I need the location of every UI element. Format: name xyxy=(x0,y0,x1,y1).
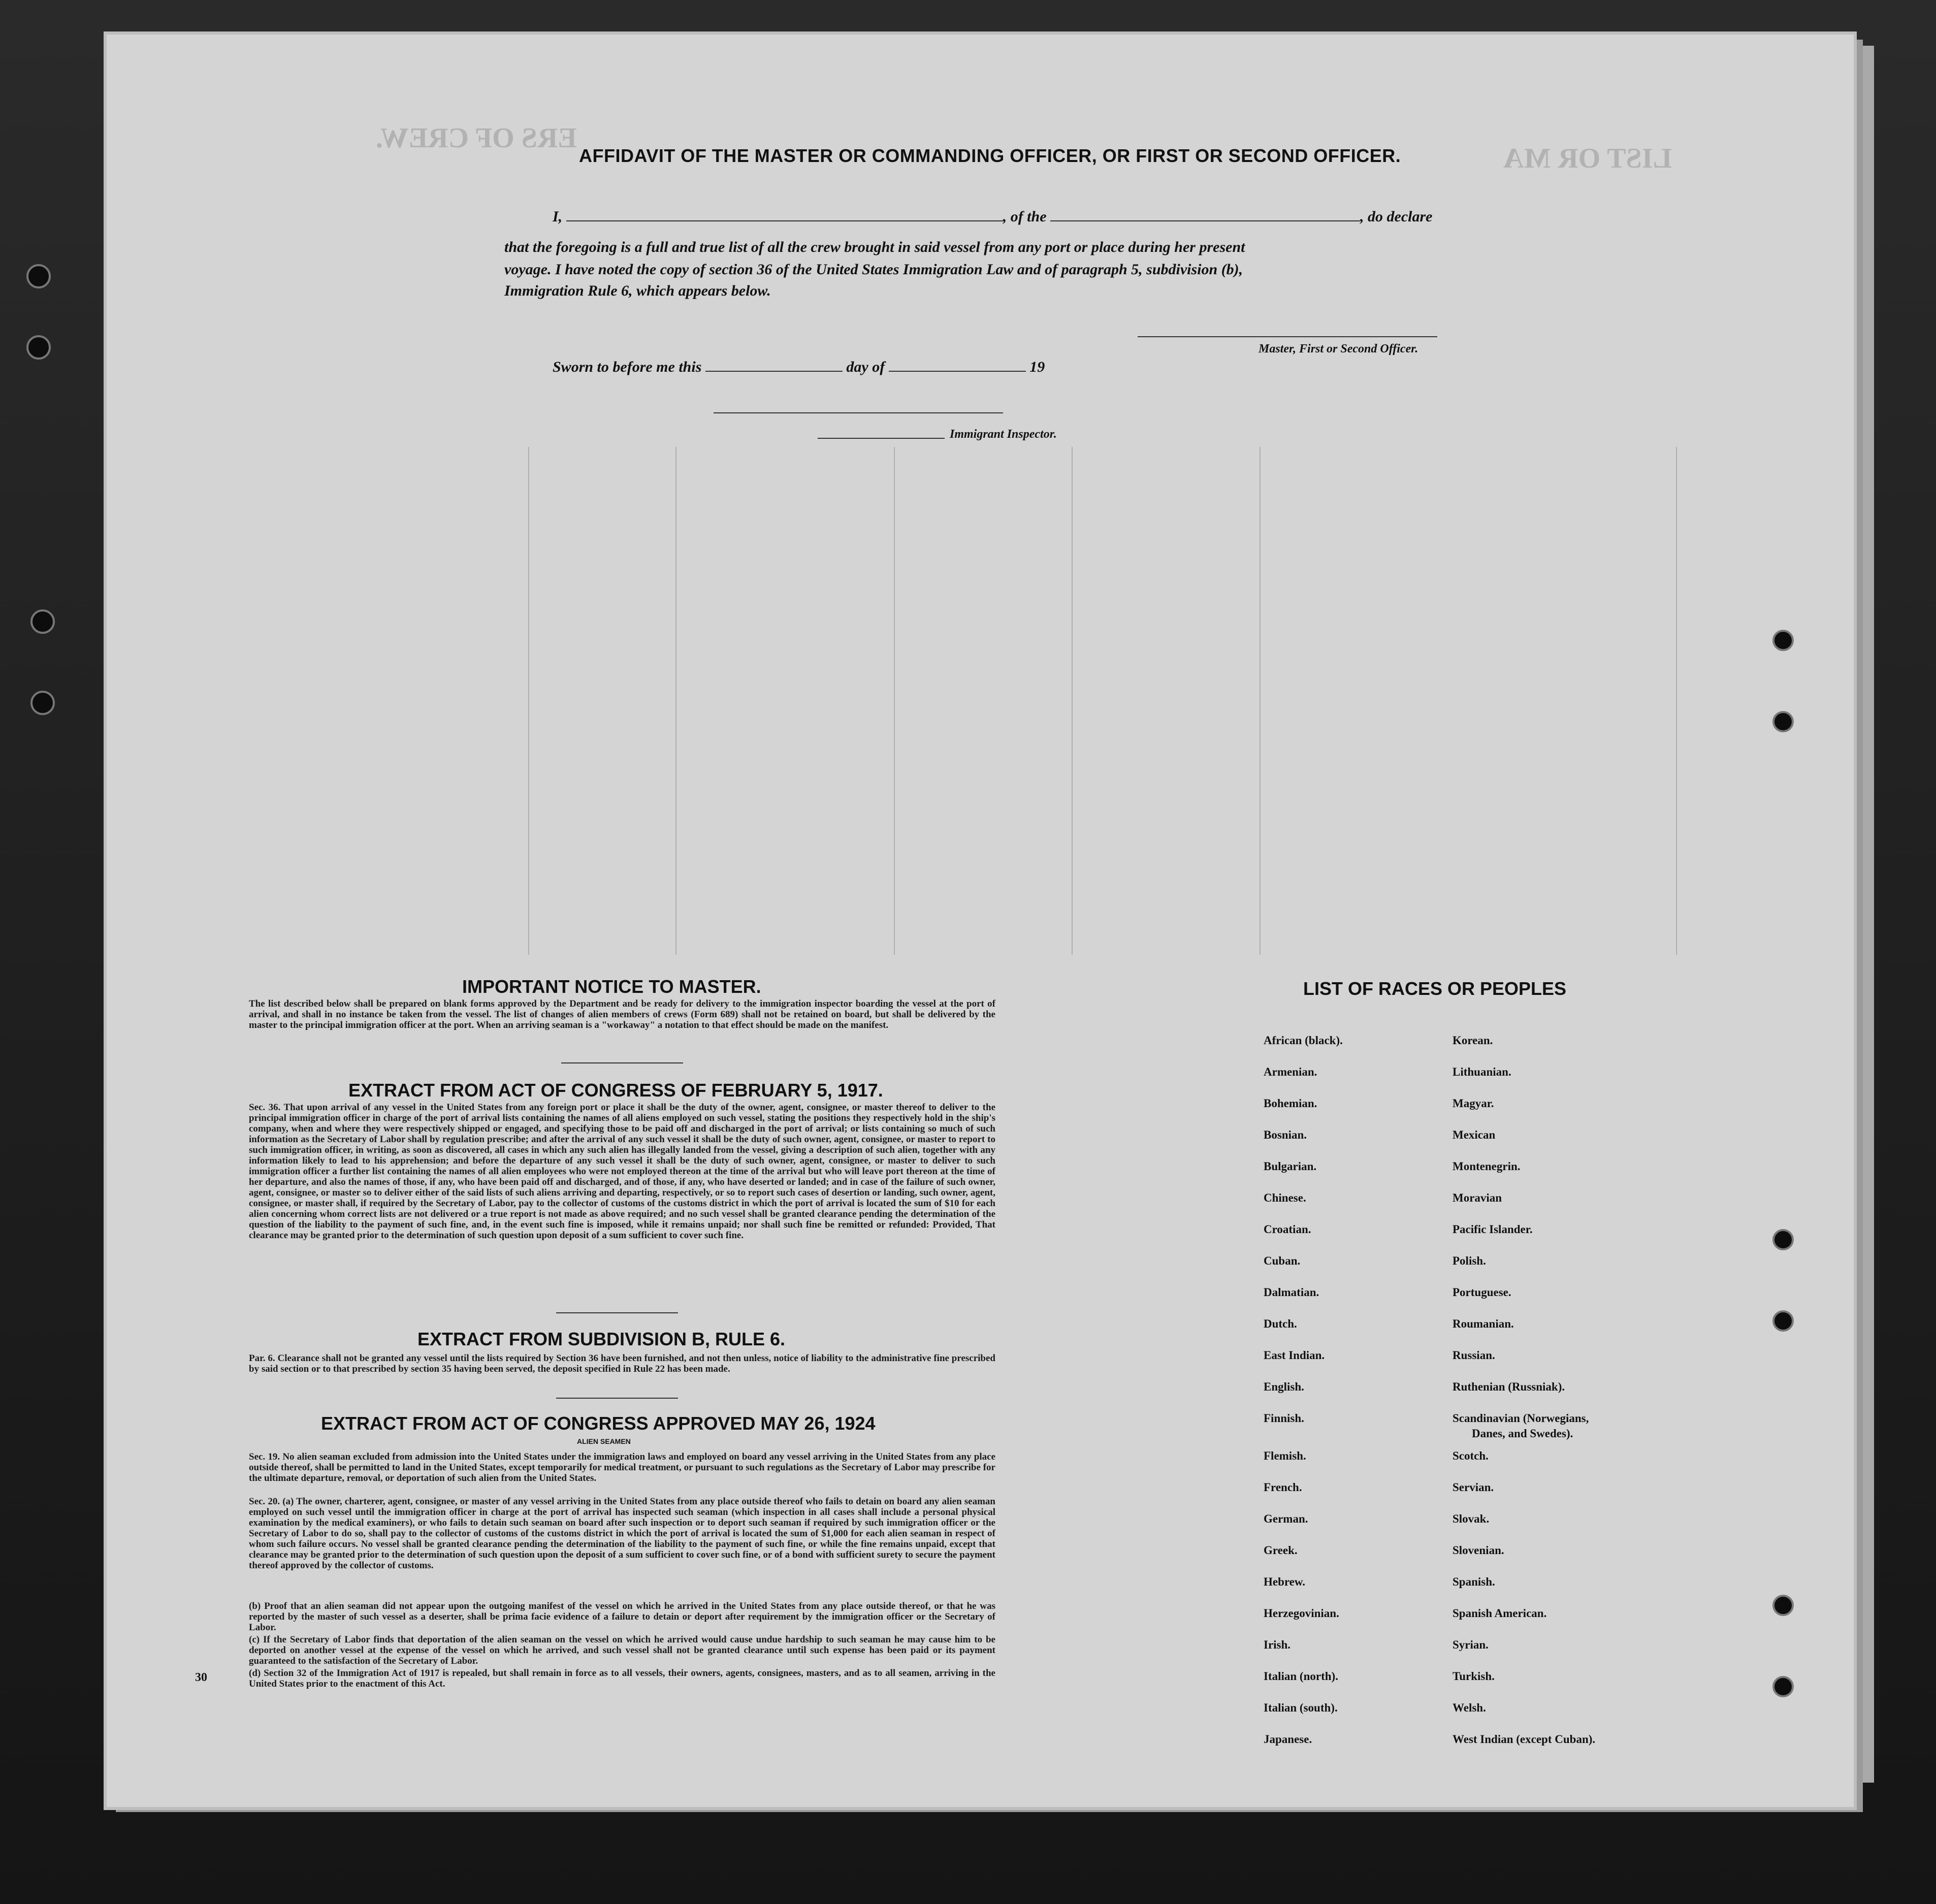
affidavit-of-the: , of the xyxy=(1003,208,1047,225)
race-item: Syrian. xyxy=(1453,1638,1489,1651)
affidavit-line-3: voyage. I have noted the copy of section 36 of the United States Immigration Law and of paragraph 5, subdivision (b), xyxy=(504,261,1243,278)
bleed-through-heading: LIST OR MA xyxy=(1503,143,1672,174)
affidavit-line-2: that the foregoing is a full and true list of all the crew brought in said vessel from any port or place during her present xyxy=(504,239,1245,255)
notice-title: IMPORTANT NOTICE TO MASTER. xyxy=(462,976,761,997)
race-item: African (black). xyxy=(1264,1034,1343,1047)
race-item: Italian (south). xyxy=(1264,1701,1338,1714)
race-item: Armenian. xyxy=(1264,1066,1317,1078)
race-item: West Indian (except Cuban). xyxy=(1453,1733,1596,1746)
page-number: 30 xyxy=(195,1671,207,1684)
punch-hole xyxy=(1772,711,1794,732)
race-item: Slovenian. xyxy=(1453,1544,1504,1557)
sec-20c-text: (c) If the Secretary of Labor finds that deportation of the alien seaman on the vessel on which he arrived would cause undue hardship to such seaman he may cause him to be deported on another vessel at the expense of the vessel on which he arrived, and such vessel shall not be granted clearance until such expense has been paid or its payment guaranteed to the satisfaction of the Secretary of Labor. xyxy=(249,1634,995,1666)
affidavit-line-4: Immigration Rule 6, which appears below. xyxy=(504,282,771,299)
month-blank[interactable] xyxy=(889,359,1026,372)
punch-hole xyxy=(1772,1310,1794,1332)
punch-hole xyxy=(26,335,51,360)
race-item: Bohemian. xyxy=(1264,1097,1317,1110)
extract-1917-text: Sec. 36. That upon arrival of any vessel in the United States from any foreign port or place it shall be the duty of the owner, agent, consignee, or master thereof to deliver to the principal immigration officer in charge of the port of arrival lists containing the names of all aliens employed on such vessel, stating the positions they respectively hold in the ship's company, when and where they were respectively shipped or engaged, and specifying those to be paid off and discharged in the port of arrival; or lists containing so much of such information as the Secretary of Labor shall by regulation prescribe; and after the arrival of any such vessel it shall be the duty of such owner, agent, consignee, or master to report to such immigration officer, in writing, as soon as discovered, all cases in which any such alien has illegally landed from the vessel, giving a description of such alien, together with any information likely to lead to his apprehension; and before the departure of any such vessel it shall be the duty of such owner, agent, consignee, or master to deliver to such immigration officer a further list containing the names of all alien employees who were not employed thereon at the time of the arrival but who will leave port thereon at the time of her departure, and also the names of those, if any, who have been paid off and discharged, and of those, if any, who have deserted or landed; and in case of the failure of such owner, agent, consignee, or master so to deliver either of the said lists of such aliens arriving and departing, respectively, or so to report such cases of desertion or landing, such owner, agent, consignee, or master shall, if required by the Secretary of Labor, pay to the collector of customs of the customs district in which the port of arrival is located the sum of $10 for each alien concerning whom correct lists are not delivered or a true report is not made as above required; and no such vessel shall be granted clearance pending the determination of the question of the liability to the payment of such fine, and, in the event such fine is imposed, while it remains unpaid; nor shall such fine be remitted or refunded: Provided, That clearance may be granted prior to the determination of such question upon deposit of a sum sufficient to cover such fine. xyxy=(249,1102,995,1241)
race-item: Bosnian. xyxy=(1264,1128,1307,1141)
inspector-caption: Immigrant Inspector. xyxy=(950,428,1057,441)
race-item: Scotch. xyxy=(1453,1449,1489,1462)
race-item: Croatian. xyxy=(1264,1223,1311,1236)
race-item: Flemish. xyxy=(1264,1449,1306,1462)
race-item: Finnish. xyxy=(1264,1412,1304,1425)
race-item: German. xyxy=(1264,1512,1308,1525)
race-item: Danes, and Swedes). xyxy=(1472,1427,1573,1440)
sec-20d-text: (d) Section 32 of the Immigration Act of 1917 is repealed, but shall remain in force as to all vessels, their owners, agents, consignees, masters, and as to all seamen, arriving in the United States prior to the enactment of this Act. xyxy=(249,1668,995,1689)
race-item: Ruthenian (Russniak). xyxy=(1453,1380,1565,1393)
ghost-column-line xyxy=(894,447,895,955)
race-item: French. xyxy=(1264,1481,1302,1494)
sec-20a-text: Sec. 20. (a) The owner, charterer, agent, consignee, or master of any vessel arriving in the United States from any place outside thereof who fails to detain on board any alien seaman employed on such vessel until the immigration officer in charge at the port of arrival has inspected such seaman (which inspection in all cases shall include a personal physical examination by the medical examiners), or who fails to detain such seaman on board after such inspection or to deport such seaman if required by such immigration officer or the Secretary of Labor to do so, shall pay to the collector of customs of the customs district in which the port of arrival is located the sum of $1,000 for each alien seaman in respect of whom such failure occurs. No vessel shall be granted clearance pending the determination of the liability to the payment of such fine, or while the fine remains unpaid, except that clearance may be granted prior to the determination of such question upon the deposit of a sum sufficient to cover such fine, or of a bond with sufficient surety to secure the payment thereof approved by the collector of customs. xyxy=(249,1496,995,1571)
day-of-text: day of xyxy=(846,359,885,375)
race-item: Hebrew. xyxy=(1264,1575,1305,1588)
race-item: East Indian. xyxy=(1264,1349,1325,1362)
sec-20b-text: (b) Proof that an alien seaman did not appear upon the outgoing manifest of the vessel on which he arrived in the United States from any place outside thereof, or that he was reported by the master of such vessel as a deserter, shall be prima facie evidence of a failure to detain or deport after requirement by the immigration officer or the Secretary of Labor. xyxy=(249,1601,995,1633)
name-blank[interactable] xyxy=(566,208,1003,221)
race-item: Slovak. xyxy=(1453,1512,1490,1525)
sworn-text: Sworn to before me this xyxy=(553,359,702,375)
extract-rule6-text: Par. 6. Clearance shall not be granted any vessel until the lists required by Section 36 have been furnished, and not then unless, notice of liability to the administrative fine prescribed by said section or to that prescribed by section 35 having been served, the deposit specified in Rule 22 has been made. xyxy=(249,1353,995,1374)
affidavit-declare: , do declare xyxy=(1360,208,1433,225)
race-item: Dutch. xyxy=(1264,1317,1297,1330)
punch-hole xyxy=(1772,630,1794,651)
race-item: Russian. xyxy=(1453,1349,1495,1362)
ghost-column-line xyxy=(675,447,676,955)
race-item: Irish. xyxy=(1264,1638,1291,1651)
bleed-through-heading: ERS OF CREW. xyxy=(376,122,577,154)
race-item: Japanese. xyxy=(1264,1733,1312,1746)
extract-rule6-title: EXTRACT FROM SUBDIVISION B, RULE 6. xyxy=(417,1329,786,1349)
race-item: Moravian xyxy=(1453,1191,1502,1204)
signature-caption: Master, First or Second Officer. xyxy=(1259,342,1418,356)
notice-text: The list described below shall be prepared on blank forms approved by the Department and be ready for delivery to the immigration inspector boarding the vessel at the port of arrival, and shall in no instance be taken from the vessel. The list of changes of alien members of crews (Form 689) shall not be retained on board, but shall be delivered by the master to the principal immigration officer at the port. When an arriving seaman is a "workaway" a notation to that effect should be made on the manifest. xyxy=(249,998,995,1030)
race-item: Spanish. xyxy=(1453,1575,1495,1588)
vessel-blank[interactable] xyxy=(1050,208,1360,221)
race-item: Magyar. xyxy=(1453,1097,1494,1110)
sec-19-text: Sec. 19. No alien seaman excluded from admission into the United States under the immigration laws and employed on board any vessel arriving in the United States from any place outside thereof, shall be permitted to land in the United States, except temporarily for medical treatment, or pursuant to such regulations as the Secretary of Labor may prescribe for the ultimate departure, removal, or deportation of such alien from the United States. xyxy=(249,1451,995,1483)
race-item: Turkish. xyxy=(1453,1670,1495,1683)
race-item: Montenegrin. xyxy=(1453,1160,1521,1173)
punch-hole xyxy=(1772,1229,1794,1250)
race-item: Lithuanian. xyxy=(1453,1066,1511,1078)
race-item: Scandinavian (Norwegians, xyxy=(1453,1412,1589,1425)
extract-1917-title: EXTRACT FROM ACT OF CONGRESS OF FEBRUARY 5, 1917. xyxy=(348,1080,883,1101)
race-item: English. xyxy=(1264,1380,1304,1393)
extract-1924-subtitle: ALIEN SEAMEN xyxy=(577,1437,631,1445)
extract-1924-title: EXTRACT FROM ACT OF CONGRESS APPROVED MAY 26, 1924 xyxy=(321,1413,876,1434)
race-item: Bulgarian. xyxy=(1264,1160,1317,1173)
inspector-upper-line xyxy=(714,412,1003,413)
races-title: LIST OF RACES OR PEOPLES xyxy=(1303,978,1567,999)
day-blank[interactable] xyxy=(705,359,843,372)
ghost-column-line xyxy=(1676,447,1677,955)
race-item: Herzegovinian. xyxy=(1264,1607,1339,1620)
ghost-column-line xyxy=(1260,447,1261,955)
race-item: Spanish American. xyxy=(1453,1607,1547,1620)
race-item: Roumanian. xyxy=(1453,1317,1514,1330)
year-text: 19 xyxy=(1029,359,1045,375)
race-item: Mexican xyxy=(1453,1128,1496,1141)
race-item: Polish. xyxy=(1453,1254,1486,1267)
race-item: Dalmatian. xyxy=(1264,1286,1319,1299)
race-item: Greek. xyxy=(1264,1544,1298,1557)
affidavit-i: I, xyxy=(553,208,563,225)
signature-line[interactable] xyxy=(1138,336,1437,337)
punch-hole xyxy=(30,609,55,634)
divider xyxy=(556,1398,678,1399)
affidavit-line-1 xyxy=(553,208,1432,225)
punch-hole xyxy=(1772,1595,1794,1616)
race-item: Pacific Islander. xyxy=(1453,1223,1533,1236)
race-item: Chinese. xyxy=(1264,1191,1306,1204)
race-item: Italian (north). xyxy=(1264,1670,1338,1683)
sworn-line xyxy=(553,359,1045,376)
punch-hole xyxy=(26,264,51,288)
ghost-column-line xyxy=(1072,447,1073,955)
inspector-signature-line[interactable] xyxy=(818,438,945,439)
divider xyxy=(561,1062,683,1063)
affidavit-title: AFFIDAVIT OF THE MASTER OR COMMANDING OFFICER, OR FIRST OR SECOND OFFICER. xyxy=(579,145,1401,166)
ghost-column-line xyxy=(528,447,529,955)
punch-hole xyxy=(30,691,55,715)
divider xyxy=(556,1312,678,1313)
punch-hole xyxy=(1772,1676,1794,1697)
race-item: Welsh. xyxy=(1453,1701,1486,1714)
race-item: Cuban. xyxy=(1264,1254,1301,1267)
race-item: Korean. xyxy=(1453,1034,1493,1047)
race-item: Servian. xyxy=(1453,1481,1494,1494)
race-item: Portuguese. xyxy=(1453,1286,1511,1299)
